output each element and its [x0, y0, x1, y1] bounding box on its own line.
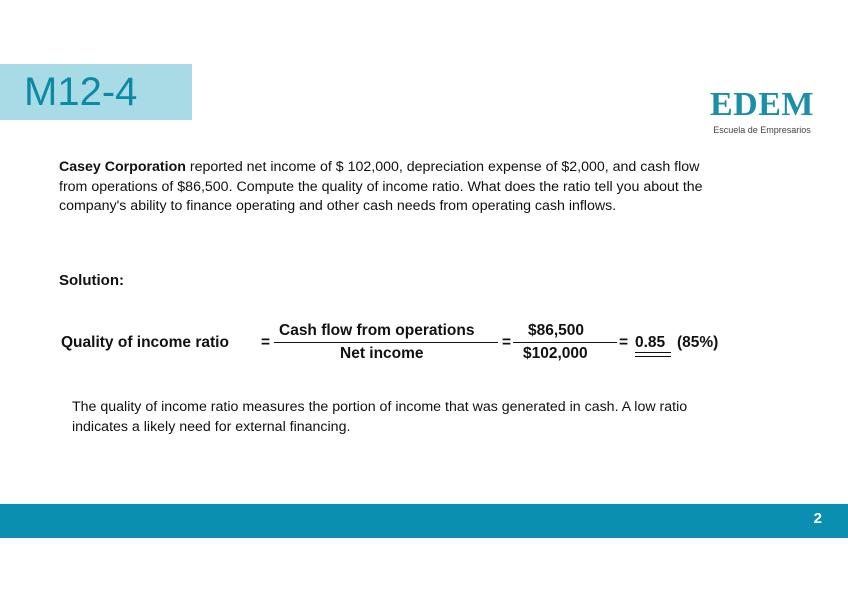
- slide-title-box: [0, 64, 192, 120]
- formula-equals-1: =: [261, 334, 271, 351]
- result-double-underline: [635, 352, 671, 357]
- logo-name: EDEM: [710, 86, 814, 123]
- value-numerator: $86,500: [528, 322, 585, 339]
- fraction-bar-2: [513, 342, 617, 343]
- fraction-bar-1: [274, 342, 498, 343]
- formula-numerator: Cash flow from operations: [279, 322, 475, 339]
- page-number: 2: [813, 510, 822, 527]
- explanation-note: The quality of income ratio measures the portion of income that was generated in cash. A low ratio indicates a likely need for external financing.: [72, 399, 688, 435]
- formula-percent: (85%): [677, 334, 719, 351]
- company-name: Casey Corporation: [59, 159, 186, 175]
- formula-result: 0.85: [635, 334, 666, 351]
- formula-label: Quality of income ratio: [61, 334, 229, 351]
- formula-equals-3: =: [619, 334, 629, 351]
- solution-label: Solution:: [59, 272, 124, 289]
- formula-equals-2: =: [502, 334, 512, 351]
- problem-text: reported net income of $ 102,000, depreciation expense of $2,000, and cash flow from operations of $86,500. Compute the quality of income ratio. What does the ratio tell you about the company's ability to finance operating and other cash needs from operating cash inflows.: [59, 159, 703, 214]
- edem-logo: [700, 88, 824, 136]
- footer-bar: [0, 504, 848, 538]
- value-denominator: $102,000: [523, 345, 588, 362]
- formula-denominator: Net income: [340, 345, 424, 362]
- problem-statement: [59, 158, 731, 217]
- logo-tagline: Escuela de Empresarios: [713, 125, 811, 135]
- slide-title: M12-4: [24, 70, 138, 114]
